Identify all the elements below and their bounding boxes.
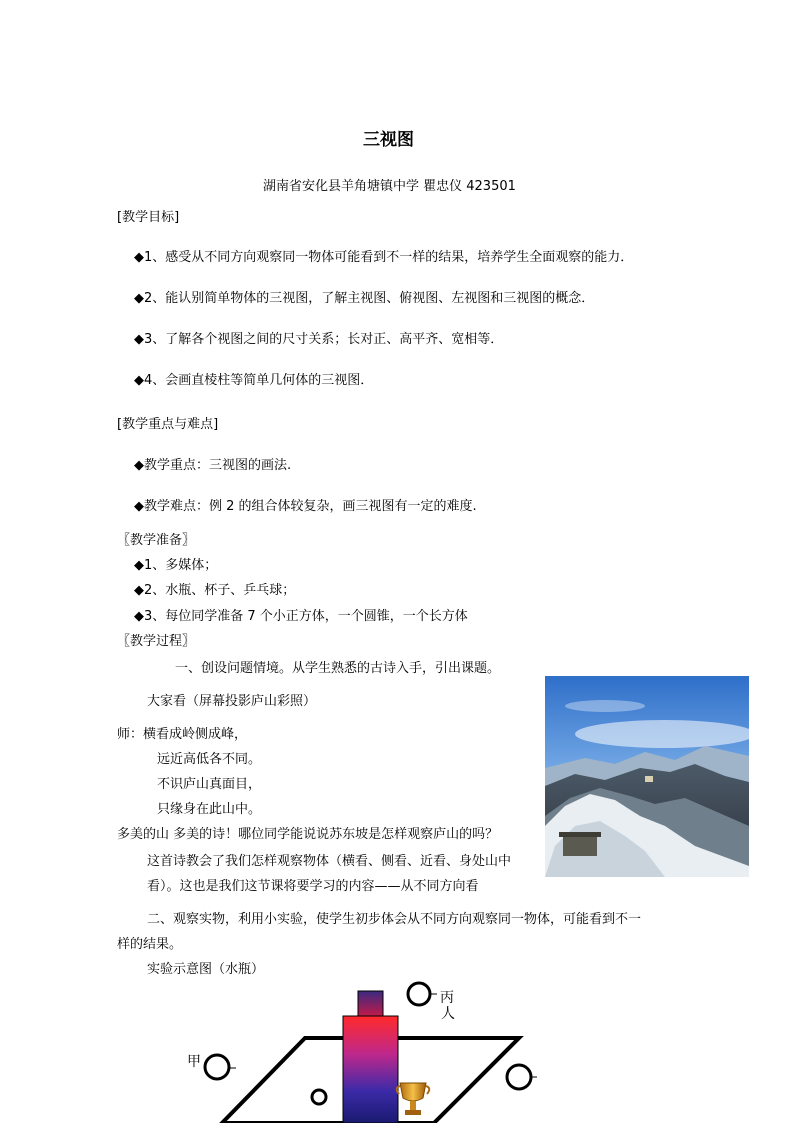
process-step2: 二、观察实物，利用小实验，使学生初步体会从不同方向观察同一物体，可能看到不一 <box>147 912 642 927</box>
water-bottle-cap <box>358 991 383 1016</box>
process-heading: 〖教学过程〗 <box>117 634 196 649</box>
preparation-heading: 〖教学准备〗 <box>117 533 196 548</box>
process-summary: 看）。这也是我们这节课将要学习的内容——从不同方向看 <box>147 879 479 894</box>
author-line: 湖南省安化县羊角塘镇中学 瞿忠仪 423501 <box>263 179 516 194</box>
objective-item: ◆3、了解各个视图之间的尺寸关系；长对正、高平齐、宽相等． <box>134 332 504 347</box>
key-point-item: ◆教学难点：例 2 的组合体较复杂，画三视图有一定的难度. <box>134 499 477 514</box>
cup-icon <box>397 1083 430 1115</box>
poem-line: 远近高低各不同。 <box>157 752 262 767</box>
viewer-jia-circle <box>205 1055 229 1079</box>
objective-item: ◆2、能认别简单物体的三视图，了解主视图、俯视图、左视图和三视图的概念． <box>134 291 595 306</box>
objective-item: ◆1、感受从不同方向观察同一物体可能看到不一样的结果，培养学生全面观察的能力． <box>134 250 634 265</box>
process-question: 多美的山 多美的诗！哪位同学能说说苏东坡是怎样观察庐山的吗？ <box>117 827 499 842</box>
objective-item: ◆4、会画直棱柱等简单几何体的三视图． <box>134 373 374 388</box>
ping-pong-ball <box>312 1090 326 1104</box>
page-title: 三视图 <box>363 130 414 150</box>
poem-line: 只缘身在此山中。 <box>157 802 262 817</box>
preparation-item: ◆2、水瓶、杯子、乒乓球； <box>134 583 296 598</box>
label-bing: 丙 <box>440 990 454 1006</box>
table-parallelogram <box>222 1038 519 1123</box>
poem-line: 不识庐山真面目， <box>157 777 262 792</box>
key-points-heading: [教学重点与难点] <box>117 417 219 432</box>
process-step2: 样的结果。 <box>117 937 183 952</box>
diagram-caption: 实验示意图（水瓶） <box>147 962 265 977</box>
lushan-photo <box>545 676 749 877</box>
label-jia: 甲 <box>187 1054 201 1070</box>
process-summary: 这首诗教会了我们怎样观察物体（横看、侧看、近看、身处山中 <box>147 854 512 869</box>
label-ren: 人 <box>441 1006 455 1022</box>
objectives-heading: [教学目标] <box>117 210 180 225</box>
preparation-item: ◆1、多媒体； <box>134 558 218 573</box>
preparation-item: ◆3、每位同学准备 7 个小正方体，一个圆锥，一个长方体 <box>134 609 468 624</box>
process-step1: 一、创设问题情境。从学生熟悉的古诗入手，引出课题。 <box>175 661 501 676</box>
key-point-item: ◆教学重点：三视图的画法. <box>134 458 292 473</box>
process-look: 大家看（屏幕投影庐山彩照） <box>147 694 317 709</box>
poem-line: 师：横看成岭侧成峰， <box>117 727 248 742</box>
viewer-right-circle <box>507 1065 531 1089</box>
viewer-bing-circle <box>408 983 430 1005</box>
water-bottle <box>343 1016 398 1123</box>
